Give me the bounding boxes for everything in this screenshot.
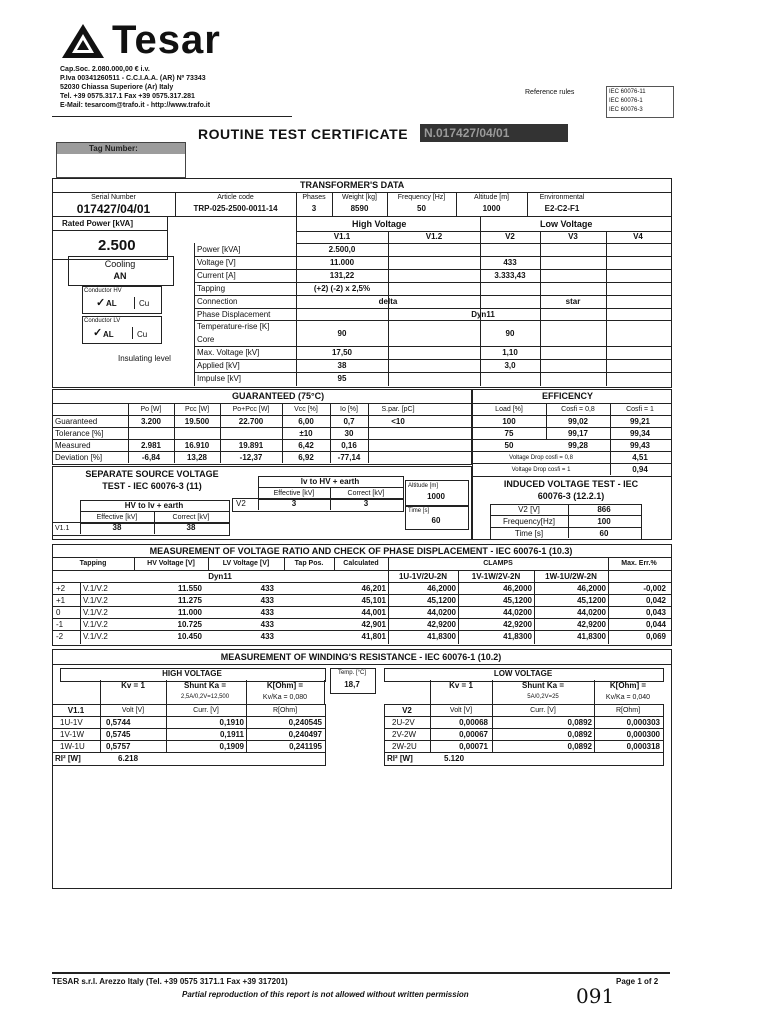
lv-voltage: 433 xyxy=(260,620,274,629)
clamp-value: 42,9200 xyxy=(427,620,456,629)
winding-pair: 2W-2U xyxy=(392,742,417,751)
hv-voltage: 10.725 xyxy=(177,620,202,629)
winding-pair: 2V-2W xyxy=(392,730,417,739)
footer-company: TESAR s.r.l. Arezzo Italy (Tel. +39 0575 3171.1 Fax +39 317201) xyxy=(52,977,288,986)
tap-position: -2 xyxy=(56,632,64,641)
tag-number: Tag Number: xyxy=(56,142,186,178)
winding-resistance: 0,241195 xyxy=(289,742,322,751)
clamp-value: 41,8300 xyxy=(503,632,532,641)
winding-current: 0,0892 xyxy=(567,718,592,727)
logo-icon xyxy=(60,22,106,60)
page-title: ROUTINE TEST CERTIFICATE xyxy=(198,126,409,142)
winding-pair: 2U-2V xyxy=(392,718,415,727)
calculated-ratio: 41,801 xyxy=(361,632,386,641)
max-error: 0,042 xyxy=(645,596,666,605)
guaranteed-title: GUARANTEED (75°C) xyxy=(232,391,325,401)
rated-power: 2.500 xyxy=(98,237,136,254)
hv-voltage: 11.000 xyxy=(177,608,202,617)
company-line: 52030 Chiassa Superiore (Ar) Italy xyxy=(60,84,174,91)
lv-voltage: 433 xyxy=(260,608,274,617)
hv-voltage: 11.550 xyxy=(177,584,202,593)
winding-volt: 0,5757 xyxy=(106,742,131,751)
max-error: -0,002 xyxy=(643,584,666,593)
winding-resistance: 0,000303 xyxy=(626,718,660,727)
tap-position: 0 xyxy=(56,608,61,617)
winding-current: 0,0892 xyxy=(567,730,592,739)
winding-title: MEASUREMENT OF WINDING'S RESISTANCE - IEC 60076-1 (10.2) xyxy=(220,652,502,662)
winding-resistance: 0,240545 xyxy=(288,718,322,727)
brand-name: Tesar xyxy=(112,18,221,62)
tap-ratio: V.1/V.2 xyxy=(83,620,108,629)
company-line: E-Mail: tesarcom@trafo.it - http://www.trafo.it xyxy=(60,102,211,109)
tap-ratio: V.1/V.2 xyxy=(83,584,108,593)
footer-notice: Partial reproduction of this report is not allowed without written permission xyxy=(182,990,469,999)
winding-current: 0,1910 xyxy=(219,718,244,727)
winding-volt: 0,00068 xyxy=(459,718,488,727)
winding-volt: 0,5745 xyxy=(106,730,131,739)
winding-current: 0,1911 xyxy=(219,730,244,739)
winding-current: 0,0892 xyxy=(567,742,592,751)
winding-resistance: 0,000318 xyxy=(626,742,660,751)
calculated-ratio: 45,101 xyxy=(361,596,386,605)
efficiency-title: EFFICENCY xyxy=(542,391,594,401)
lv-voltage: 433 xyxy=(260,584,274,593)
max-error: 0,044 xyxy=(645,620,666,629)
article-code: TRP-025-2500-0011-14 xyxy=(193,204,278,213)
transformer-title: TRANSFORMER'S DATA xyxy=(300,180,405,190)
calculated-ratio: 42,901 xyxy=(361,620,386,629)
lv-voltage: 433 xyxy=(260,596,274,605)
winding-pair: 1U-1V xyxy=(60,718,83,727)
clamp-value: 44,0200 xyxy=(427,608,456,617)
clamp-value: 41,8300 xyxy=(577,632,606,641)
insulating-level-label: Insulating level xyxy=(118,354,171,363)
company-line: Tel. +39 0575.317.1 Fax +39 0575.317.281 xyxy=(60,93,195,100)
clamp-value: 46,2000 xyxy=(503,584,532,593)
hv-voltage: 10.450 xyxy=(177,632,202,641)
page-stamp: 091 xyxy=(576,984,615,1008)
hv-voltage: 11.275 xyxy=(177,596,202,605)
clamp-value: 44,0200 xyxy=(503,608,532,617)
tap-ratio: V.1/V.2 xyxy=(83,596,108,605)
clamp-value: 45,1200 xyxy=(577,596,606,605)
winding-resistance: 0,000300 xyxy=(626,730,660,739)
company-line: P.Iva 00341260511 - C.C.I.A.A. (AR) Nº 73343 xyxy=(60,75,206,82)
tap-position: +1 xyxy=(56,596,66,605)
clamp-value: 46,2000 xyxy=(577,584,606,593)
check-icon: ✓ xyxy=(93,327,103,339)
winding-pair: 1V-1W xyxy=(60,730,85,739)
serial-number: 017427/04/01 xyxy=(76,202,151,216)
tap-position: -1 xyxy=(56,620,64,629)
reference-rules: IEC 60076-11 IEC 60076-1 IEC 60076-3 xyxy=(606,86,674,118)
certificate-number: N.017427/04/01 xyxy=(420,124,568,142)
max-error: 0,043 xyxy=(645,608,666,617)
clamp-value: 45,1200 xyxy=(503,596,532,605)
tap-ratio: V.1/V.2 xyxy=(83,608,108,617)
company-line: Cap.Soc. 2.080.000,00 € i.v. xyxy=(60,66,150,73)
clamp-value: 44,0200 xyxy=(577,608,606,617)
winding-volt: 0,5744 xyxy=(106,718,131,727)
winding-resistance: 0,240497 xyxy=(288,730,322,739)
calculated-ratio: 46,201 xyxy=(361,584,386,593)
clamp-value: 46,2000 xyxy=(427,584,456,593)
reference-label: Reference rules xyxy=(525,89,575,96)
clamp-value: 42,9200 xyxy=(503,620,532,629)
winding-volt: 0,00067 xyxy=(459,730,488,739)
tap-position: +2 xyxy=(56,584,66,593)
cooling-value: AN xyxy=(113,271,127,281)
lv-voltage: 433 xyxy=(260,632,274,641)
calculated-ratio: 44,001 xyxy=(361,608,386,617)
tap-ratio: V.1/V.2 xyxy=(83,632,108,641)
clamp-value: 45,1200 xyxy=(427,596,456,605)
voltage-ratio-title: MEASUREMENT OF VOLTAGE RATIO AND CHECK OF PHASE DISPLACEMENT - IEC 60076-1 (10.3) xyxy=(149,546,573,556)
winding-pair: 1W-1U xyxy=(60,742,85,751)
winding-volt: 0,00071 xyxy=(459,742,488,751)
logo xyxy=(60,20,260,64)
check-icon: ✓ xyxy=(96,297,106,309)
max-error: 0,069 xyxy=(645,632,666,641)
page-number: Page 1 of 2 xyxy=(616,977,659,986)
winding-current: 0,1909 xyxy=(219,742,244,751)
clamp-value: 41,8300 xyxy=(427,632,456,641)
clamp-value: 42,9200 xyxy=(577,620,606,629)
